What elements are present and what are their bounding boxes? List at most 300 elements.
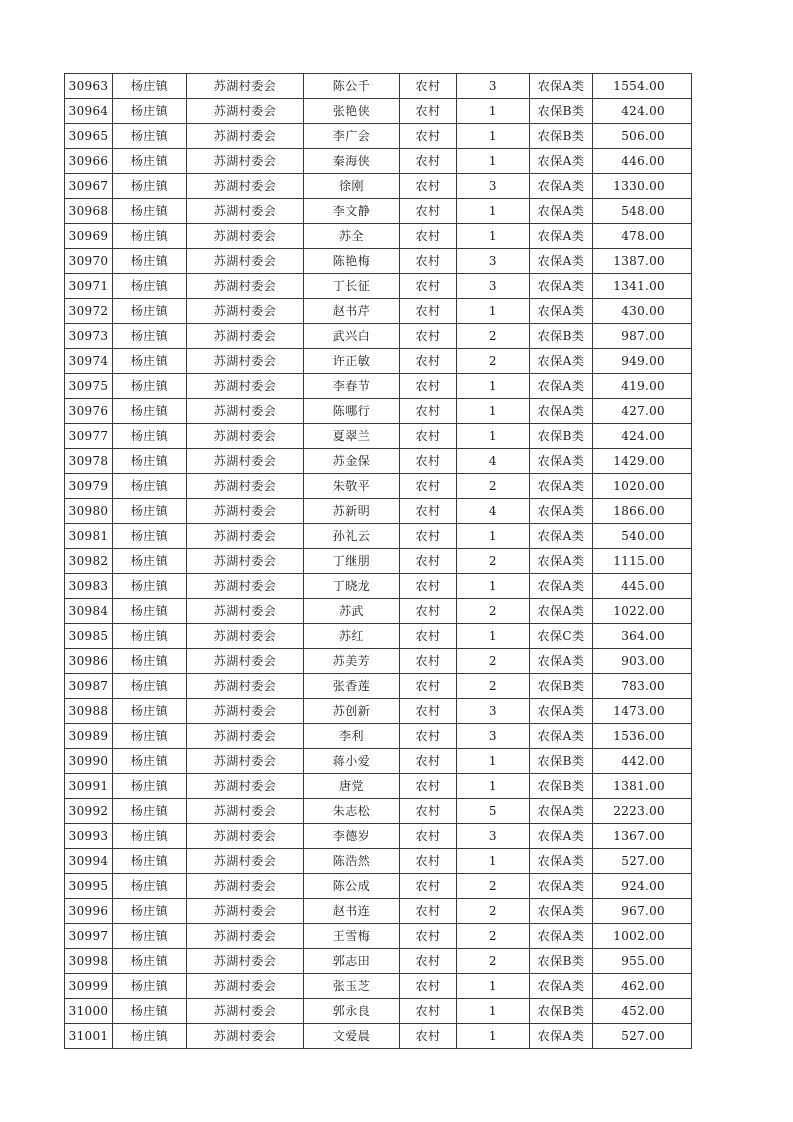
cell-town: 杨庄镇 (113, 874, 187, 899)
cell-village-committee: 苏湖村委会 (187, 149, 304, 174)
cell-village-committee: 苏湖村委会 (187, 124, 304, 149)
cell-insurance-class: 农保A类 (530, 599, 593, 624)
cell-household-category: 农村 (400, 299, 457, 324)
cell-person-count: 1 (457, 999, 530, 1024)
cell-person-name: 苏美芳 (304, 649, 400, 674)
cell-household-category: 农村 (400, 624, 457, 649)
cell-record-number: 30971 (65, 274, 113, 299)
table-row (65, 799, 692, 824)
cell-person-name: 陈公成 (304, 874, 400, 899)
cell-village-committee: 苏湖村委会 (187, 749, 304, 774)
cell-person-name: 苏金保 (304, 449, 400, 474)
cell-amount: 445.00 (593, 574, 692, 599)
cell-record-number: 30978 (65, 449, 113, 474)
cell-village-committee: 苏湖村委会 (187, 824, 304, 849)
table-row (65, 99, 692, 124)
cell-person-count: 1 (457, 124, 530, 149)
cell-record-number: 30977 (65, 424, 113, 449)
cell-person-name: 文爱晨 (304, 1024, 400, 1049)
table-row (65, 974, 692, 999)
cell-person-count: 1 (457, 849, 530, 874)
cell-record-number: 31001 (65, 1024, 113, 1049)
cell-town: 杨庄镇 (113, 899, 187, 924)
cell-household-category: 农村 (400, 249, 457, 274)
cell-amount: 364.00 (593, 624, 692, 649)
cell-village-committee: 苏湖村委会 (187, 474, 304, 499)
cell-household-category: 农村 (400, 924, 457, 949)
cell-village-committee: 苏湖村委会 (187, 174, 304, 199)
cell-household-category: 农村 (400, 499, 457, 524)
cell-household-category: 农村 (400, 799, 457, 824)
cell-household-category: 农村 (400, 224, 457, 249)
cell-household-category: 农村 (400, 1024, 457, 1049)
cell-household-category: 农村 (400, 274, 457, 299)
cell-village-committee: 苏湖村委会 (187, 349, 304, 374)
cell-village-committee: 苏湖村委会 (187, 99, 304, 124)
cell-person-name: 丁晓龙 (304, 574, 400, 599)
cell-town: 杨庄镇 (113, 74, 187, 99)
cell-person-name: 苏全 (304, 224, 400, 249)
table-row (65, 524, 692, 549)
table-row (65, 399, 692, 424)
cell-village-committee: 苏湖村委会 (187, 699, 304, 724)
cell-town: 杨庄镇 (113, 624, 187, 649)
cell-village-committee: 苏湖村委会 (187, 899, 304, 924)
cell-person-count: 3 (457, 724, 530, 749)
table-row (65, 749, 692, 774)
cell-amount: 1115.00 (593, 549, 692, 574)
cell-person-count: 1 (457, 374, 530, 399)
cell-town: 杨庄镇 (113, 599, 187, 624)
cell-person-name: 张玉芝 (304, 974, 400, 999)
cell-household-category: 农村 (400, 74, 457, 99)
cell-household-category: 农村 (400, 849, 457, 874)
cell-village-committee: 苏湖村委会 (187, 399, 304, 424)
cell-household-category: 农村 (400, 674, 457, 699)
cell-town: 杨庄镇 (113, 174, 187, 199)
cell-household-category: 农村 (400, 349, 457, 374)
table-row (65, 374, 692, 399)
cell-person-count: 2 (457, 874, 530, 899)
cell-village-committee: 苏湖村委会 (187, 424, 304, 449)
cell-person-name: 苏武 (304, 599, 400, 624)
cell-insurance-class: 农保A类 (530, 649, 593, 674)
cell-record-number: 30982 (65, 549, 113, 574)
cell-person-count: 2 (457, 949, 530, 974)
cell-village-committee: 苏湖村委会 (187, 549, 304, 574)
cell-person-count: 3 (457, 249, 530, 274)
cell-household-category: 农村 (400, 524, 457, 549)
cell-person-name: 丁长征 (304, 274, 400, 299)
cell-amount: 527.00 (593, 1024, 692, 1049)
cell-village-committee: 苏湖村委会 (187, 74, 304, 99)
cell-person-count: 1 (457, 974, 530, 999)
cell-record-number: 30985 (65, 624, 113, 649)
cell-person-name: 赵书连 (304, 899, 400, 924)
table-row (65, 474, 692, 499)
cell-record-number: 30967 (65, 174, 113, 199)
cell-insurance-class: 农保C类 (530, 624, 593, 649)
cell-town: 杨庄镇 (113, 999, 187, 1024)
cell-person-count: 3 (457, 824, 530, 849)
cell-town: 杨庄镇 (113, 124, 187, 149)
cell-town: 杨庄镇 (113, 824, 187, 849)
table-row (65, 74, 692, 99)
cell-person-count: 4 (457, 499, 530, 524)
cell-household-category: 农村 (400, 724, 457, 749)
cell-town: 杨庄镇 (113, 424, 187, 449)
cell-person-count: 3 (457, 74, 530, 99)
cell-person-name: 苏新明 (304, 499, 400, 524)
cell-village-committee: 苏湖村委会 (187, 799, 304, 824)
cell-person-count: 5 (457, 799, 530, 824)
cell-person-name: 陈浩然 (304, 849, 400, 874)
cell-insurance-class: 农保A类 (530, 224, 593, 249)
cell-household-category: 农村 (400, 149, 457, 174)
cell-person-count: 1 (457, 774, 530, 799)
cell-insurance-class: 农保A类 (530, 899, 593, 924)
cell-insurance-class: 农保B类 (530, 124, 593, 149)
cell-person-name: 赵书芹 (304, 299, 400, 324)
cell-village-committee: 苏湖村委会 (187, 999, 304, 1024)
cell-amount: 1554.00 (593, 74, 692, 99)
cell-town: 杨庄镇 (113, 199, 187, 224)
table-row (65, 574, 692, 599)
payment-roster-table (64, 73, 692, 1049)
cell-household-category: 农村 (400, 749, 457, 774)
table-row (65, 324, 692, 349)
cell-insurance-class: 农保A类 (530, 174, 593, 199)
cell-amount: 462.00 (593, 974, 692, 999)
cell-record-number: 30988 (65, 699, 113, 724)
table-row (65, 174, 692, 199)
cell-village-committee: 苏湖村委会 (187, 224, 304, 249)
cell-amount: 1020.00 (593, 474, 692, 499)
cell-record-number: 30990 (65, 749, 113, 774)
cell-amount: 1387.00 (593, 249, 692, 274)
cell-amount: 1330.00 (593, 174, 692, 199)
table-row (65, 999, 692, 1024)
cell-person-name: 张香莲 (304, 674, 400, 699)
cell-insurance-class: 农保B类 (530, 774, 593, 799)
cell-village-committee: 苏湖村委会 (187, 1024, 304, 1049)
cell-insurance-class: 农保A类 (530, 499, 593, 524)
table-row (65, 274, 692, 299)
cell-person-count: 1 (457, 1024, 530, 1049)
table-row (65, 924, 692, 949)
cell-village-committee: 苏湖村委会 (187, 274, 304, 299)
cell-household-category: 农村 (400, 199, 457, 224)
cell-person-count: 2 (457, 324, 530, 349)
cell-town: 杨庄镇 (113, 724, 187, 749)
cell-insurance-class: 农保B类 (530, 424, 593, 449)
cell-amount: 1473.00 (593, 699, 692, 724)
cell-insurance-class: 农保A类 (530, 474, 593, 499)
cell-amount: 955.00 (593, 949, 692, 974)
cell-household-category: 农村 (400, 649, 457, 674)
cell-insurance-class: 农保B类 (530, 949, 593, 974)
cell-record-number: 30992 (65, 799, 113, 824)
cell-amount: 2223.00 (593, 799, 692, 824)
cell-amount: 1367.00 (593, 824, 692, 849)
cell-person-count: 1 (457, 149, 530, 174)
cell-record-number: 30984 (65, 599, 113, 624)
cell-household-category: 农村 (400, 824, 457, 849)
cell-insurance-class: 农保A类 (530, 874, 593, 899)
cell-person-count: 2 (457, 599, 530, 624)
cell-record-number: 30989 (65, 724, 113, 749)
cell-insurance-class: 农保A类 (530, 699, 593, 724)
cell-village-committee: 苏湖村委会 (187, 574, 304, 599)
cell-household-category: 农村 (400, 474, 457, 499)
cell-record-number: 30983 (65, 574, 113, 599)
cell-village-committee: 苏湖村委会 (187, 499, 304, 524)
cell-town: 杨庄镇 (113, 649, 187, 674)
cell-insurance-class: 农保A类 (530, 299, 593, 324)
cell-household-category: 农村 (400, 124, 457, 149)
cell-town: 杨庄镇 (113, 399, 187, 424)
cell-record-number: 30972 (65, 299, 113, 324)
cell-person-name: 陈公千 (304, 74, 400, 99)
cell-town: 杨庄镇 (113, 349, 187, 374)
cell-amount: 427.00 (593, 399, 692, 424)
cell-amount: 987.00 (593, 324, 692, 349)
table-row (65, 124, 692, 149)
cell-village-committee: 苏湖村委会 (187, 949, 304, 974)
cell-village-committee: 苏湖村委会 (187, 449, 304, 474)
cell-person-count: 3 (457, 174, 530, 199)
table-row (65, 824, 692, 849)
cell-record-number: 30991 (65, 774, 113, 799)
cell-insurance-class: 农保A类 (530, 249, 593, 274)
table-row (65, 349, 692, 374)
cell-record-number: 30974 (65, 349, 113, 374)
cell-record-number: 30973 (65, 324, 113, 349)
cell-town: 杨庄镇 (113, 924, 187, 949)
cell-person-count: 1 (457, 524, 530, 549)
cell-insurance-class: 农保A类 (530, 574, 593, 599)
table-row (65, 149, 692, 174)
cell-town: 杨庄镇 (113, 849, 187, 874)
cell-amount: 506.00 (593, 124, 692, 149)
cell-person-name: 郭永良 (304, 999, 400, 1024)
cell-amount: 903.00 (593, 649, 692, 674)
cell-village-committee: 苏湖村委会 (187, 374, 304, 399)
table-row (65, 499, 692, 524)
cell-record-number: 30996 (65, 899, 113, 924)
cell-record-number: 31000 (65, 999, 113, 1024)
table-row (65, 224, 692, 249)
cell-person-name: 王雪梅 (304, 924, 400, 949)
table-row (65, 549, 692, 574)
cell-town: 杨庄镇 (113, 324, 187, 349)
cell-person-count: 1 (457, 199, 530, 224)
cell-town: 杨庄镇 (113, 574, 187, 599)
cell-insurance-class: 农保A类 (530, 149, 593, 174)
cell-amount: 924.00 (593, 874, 692, 899)
cell-person-name: 朱敬平 (304, 474, 400, 499)
cell-village-committee: 苏湖村委会 (187, 324, 304, 349)
cell-village-committee: 苏湖村委会 (187, 524, 304, 549)
cell-person-name: 蒋小爱 (304, 749, 400, 774)
cell-insurance-class: 农保A类 (530, 524, 593, 549)
cell-amount: 783.00 (593, 674, 692, 699)
cell-town: 杨庄镇 (113, 274, 187, 299)
cell-insurance-class: 农保A类 (530, 724, 593, 749)
table-row (65, 299, 692, 324)
cell-insurance-class: 农保A类 (530, 349, 593, 374)
cell-town: 杨庄镇 (113, 1024, 187, 1049)
cell-record-number: 30993 (65, 824, 113, 849)
cell-village-committee: 苏湖村委会 (187, 724, 304, 749)
cell-household-category: 农村 (400, 174, 457, 199)
cell-person-count: 2 (457, 474, 530, 499)
cell-insurance-class: 农保B类 (530, 749, 593, 774)
cell-amount: 527.00 (593, 849, 692, 874)
table-row (65, 899, 692, 924)
cell-town: 杨庄镇 (113, 224, 187, 249)
cell-town: 杨庄镇 (113, 674, 187, 699)
cell-person-name: 苏创新 (304, 699, 400, 724)
cell-town: 杨庄镇 (113, 949, 187, 974)
cell-insurance-class: 农保B类 (530, 99, 593, 124)
table-row (65, 699, 692, 724)
cell-household-category: 农村 (400, 374, 457, 399)
cell-record-number: 30981 (65, 524, 113, 549)
cell-person-name: 丁继朋 (304, 549, 400, 574)
cell-record-number: 30979 (65, 474, 113, 499)
cell-person-count: 1 (457, 424, 530, 449)
cell-insurance-class: 农保A类 (530, 924, 593, 949)
table-row (65, 599, 692, 624)
cell-person-count: 3 (457, 699, 530, 724)
cell-record-number: 30994 (65, 849, 113, 874)
cell-household-category: 农村 (400, 599, 457, 624)
cell-record-number: 30970 (65, 249, 113, 274)
cell-household-category: 农村 (400, 424, 457, 449)
cell-insurance-class: 农保B类 (530, 999, 593, 1024)
cell-village-committee: 苏湖村委会 (187, 849, 304, 874)
cell-town: 杨庄镇 (113, 799, 187, 824)
cell-record-number: 30995 (65, 874, 113, 899)
cell-household-category: 农村 (400, 399, 457, 424)
cell-household-category: 农村 (400, 574, 457, 599)
cell-village-committee: 苏湖村委会 (187, 624, 304, 649)
table-row (65, 674, 692, 699)
cell-person-name: 郭志田 (304, 949, 400, 974)
payment-table-body (65, 74, 692, 1049)
cell-record-number: 30986 (65, 649, 113, 674)
cell-amount: 1866.00 (593, 499, 692, 524)
cell-insurance-class: 农保B类 (530, 324, 593, 349)
cell-insurance-class: 农保A类 (530, 74, 593, 99)
cell-insurance-class: 农保A类 (530, 274, 593, 299)
cell-amount: 548.00 (593, 199, 692, 224)
table-row (65, 1024, 692, 1049)
cell-record-number: 30969 (65, 224, 113, 249)
cell-amount: 478.00 (593, 224, 692, 249)
cell-amount: 1536.00 (593, 724, 692, 749)
cell-person-count: 1 (457, 574, 530, 599)
cell-person-name: 张艳侠 (304, 99, 400, 124)
cell-amount: 1429.00 (593, 449, 692, 474)
cell-insurance-class: 农保A类 (530, 199, 593, 224)
cell-insurance-class: 农保A类 (530, 549, 593, 574)
cell-person-count: 3 (457, 274, 530, 299)
cell-record-number: 30997 (65, 924, 113, 949)
cell-person-count: 2 (457, 899, 530, 924)
cell-person-count: 1 (457, 299, 530, 324)
table-row (65, 424, 692, 449)
cell-amount: 452.00 (593, 999, 692, 1024)
cell-village-committee: 苏湖村委会 (187, 974, 304, 999)
table-row (65, 949, 692, 974)
cell-person-name: 朱志松 (304, 799, 400, 824)
cell-amount: 1381.00 (593, 774, 692, 799)
cell-person-count: 1 (457, 99, 530, 124)
cell-town: 杨庄镇 (113, 549, 187, 574)
cell-person-count: 1 (457, 224, 530, 249)
table-row (65, 849, 692, 874)
cell-person-name: 秦海侠 (304, 149, 400, 174)
cell-person-name: 李利 (304, 724, 400, 749)
cell-amount: 430.00 (593, 299, 692, 324)
cell-amount: 424.00 (593, 424, 692, 449)
table-row (65, 649, 692, 674)
cell-person-name: 李文静 (304, 199, 400, 224)
cell-household-category: 农村 (400, 99, 457, 124)
cell-village-committee: 苏湖村委会 (187, 249, 304, 274)
cell-insurance-class: 农保A类 (530, 1024, 593, 1049)
cell-person-count: 2 (457, 549, 530, 574)
cell-household-category: 农村 (400, 324, 457, 349)
cell-town: 杨庄镇 (113, 99, 187, 124)
cell-insurance-class: 农保A类 (530, 399, 593, 424)
cell-record-number: 30966 (65, 149, 113, 174)
cell-household-category: 农村 (400, 699, 457, 724)
cell-person-name: 孙礼云 (304, 524, 400, 549)
cell-amount: 424.00 (593, 99, 692, 124)
cell-household-category: 农村 (400, 999, 457, 1024)
cell-amount: 1341.00 (593, 274, 692, 299)
cell-insurance-class: 农保A类 (530, 824, 593, 849)
cell-household-category: 农村 (400, 774, 457, 799)
cell-record-number: 30999 (65, 974, 113, 999)
cell-village-committee: 苏湖村委会 (187, 924, 304, 949)
cell-insurance-class: 农保A类 (530, 799, 593, 824)
table-row (65, 874, 692, 899)
table-row (65, 624, 692, 649)
cell-amount: 1002.00 (593, 924, 692, 949)
cell-person-name: 武兴白 (304, 324, 400, 349)
cell-person-count: 2 (457, 349, 530, 374)
cell-record-number: 30963 (65, 74, 113, 99)
cell-record-number: 30968 (65, 199, 113, 224)
cell-town: 杨庄镇 (113, 149, 187, 174)
cell-village-committee: 苏湖村委会 (187, 599, 304, 624)
cell-amount: 967.00 (593, 899, 692, 924)
cell-village-committee: 苏湖村委会 (187, 649, 304, 674)
cell-amount: 1022.00 (593, 599, 692, 624)
cell-person-name: 李广会 (304, 124, 400, 149)
cell-household-category: 农村 (400, 449, 457, 474)
cell-record-number: 30987 (65, 674, 113, 699)
cell-record-number: 30998 (65, 949, 113, 974)
cell-village-committee: 苏湖村委会 (187, 299, 304, 324)
cell-town: 杨庄镇 (113, 524, 187, 549)
cell-town: 杨庄镇 (113, 774, 187, 799)
cell-household-category: 农村 (400, 874, 457, 899)
